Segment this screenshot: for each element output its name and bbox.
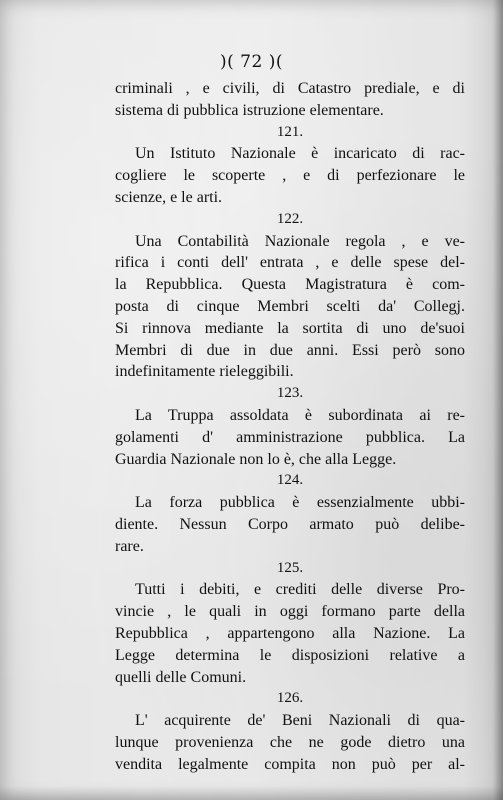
- text-line: lunque provenienza che ne gode dietro una: [115, 733, 465, 751]
- text-line: Tutti i debiti, e crediti delle diverse Pro-: [135, 581, 465, 599]
- text-line: rare.: [115, 537, 144, 555]
- page-number-header: )( 72 )(: [220, 52, 283, 72]
- text-line: rifica i conti dell' entrata , e delle spese del-: [115, 254, 465, 272]
- page-bottom-shadow: [0, 786, 503, 800]
- text-line: cogliere le scoperte , e di perfezionare le: [115, 167, 465, 185]
- text-line: quelli delle Comuni.: [115, 668, 247, 686]
- text-line: Si rinnova mediante la sortita di uno de'suoi: [115, 319, 465, 337]
- text-line: Membri di due in due anni. Essi però sono: [115, 341, 465, 359]
- text-line: sistema di pubblica istruzione elementare.: [115, 101, 384, 119]
- text-line: indefinitamente rieleggibili.: [115, 363, 294, 381]
- article-number: 125.: [276, 559, 304, 576]
- article-number: 124.: [276, 472, 304, 489]
- text-line: criminali , e civili, di Catastro prediale, e di: [115, 80, 465, 97]
- article-number: 121.: [276, 123, 304, 140]
- text-line: Guardia Nazionale non lo è, che alla Legge.: [115, 450, 397, 468]
- text-line: golamenti d' amministrazione pubblica. La: [115, 428, 465, 446]
- text-line: la Repubblica. Questa Magistratura è com-: [115, 276, 465, 294]
- text-line: Un Istituto Nazionale è incaricato di rac-: [135, 145, 465, 163]
- text-line: Legge determina le disposizioni relative a: [115, 646, 465, 664]
- text-line: scienze, e le arti.: [115, 188, 223, 206]
- text-line: posta di cinque Membri scelti da' Collegj.: [115, 297, 465, 315]
- text-line: diente. Nessun Corpo armato può delibe-: [115, 515, 465, 533]
- article-number: 122.: [276, 210, 304, 227]
- text-line: Una Contabilità Nazionale regola , e ve-: [135, 232, 465, 250]
- article-number: 126.: [276, 690, 304, 707]
- page-edge-shadow: [493, 0, 503, 800]
- text-line: Repubblica , appartengono alla Nazione. La: [115, 624, 465, 642]
- text-line: vincie , le quali in oggi formano parte della: [115, 603, 465, 621]
- text-line: vendita legalmente compita non può per al-: [115, 755, 465, 773]
- text-line: La forza pubblica è essenzialmente ubbi-: [135, 494, 465, 512]
- page-text-block: [115, 78, 465, 776]
- text-line: L' acquirente de' Beni Nazionali di qua-: [135, 712, 465, 730]
- text-line: La Truppa assoldata è subordinata ai re-: [135, 406, 465, 424]
- article-number: 123.: [276, 385, 304, 402]
